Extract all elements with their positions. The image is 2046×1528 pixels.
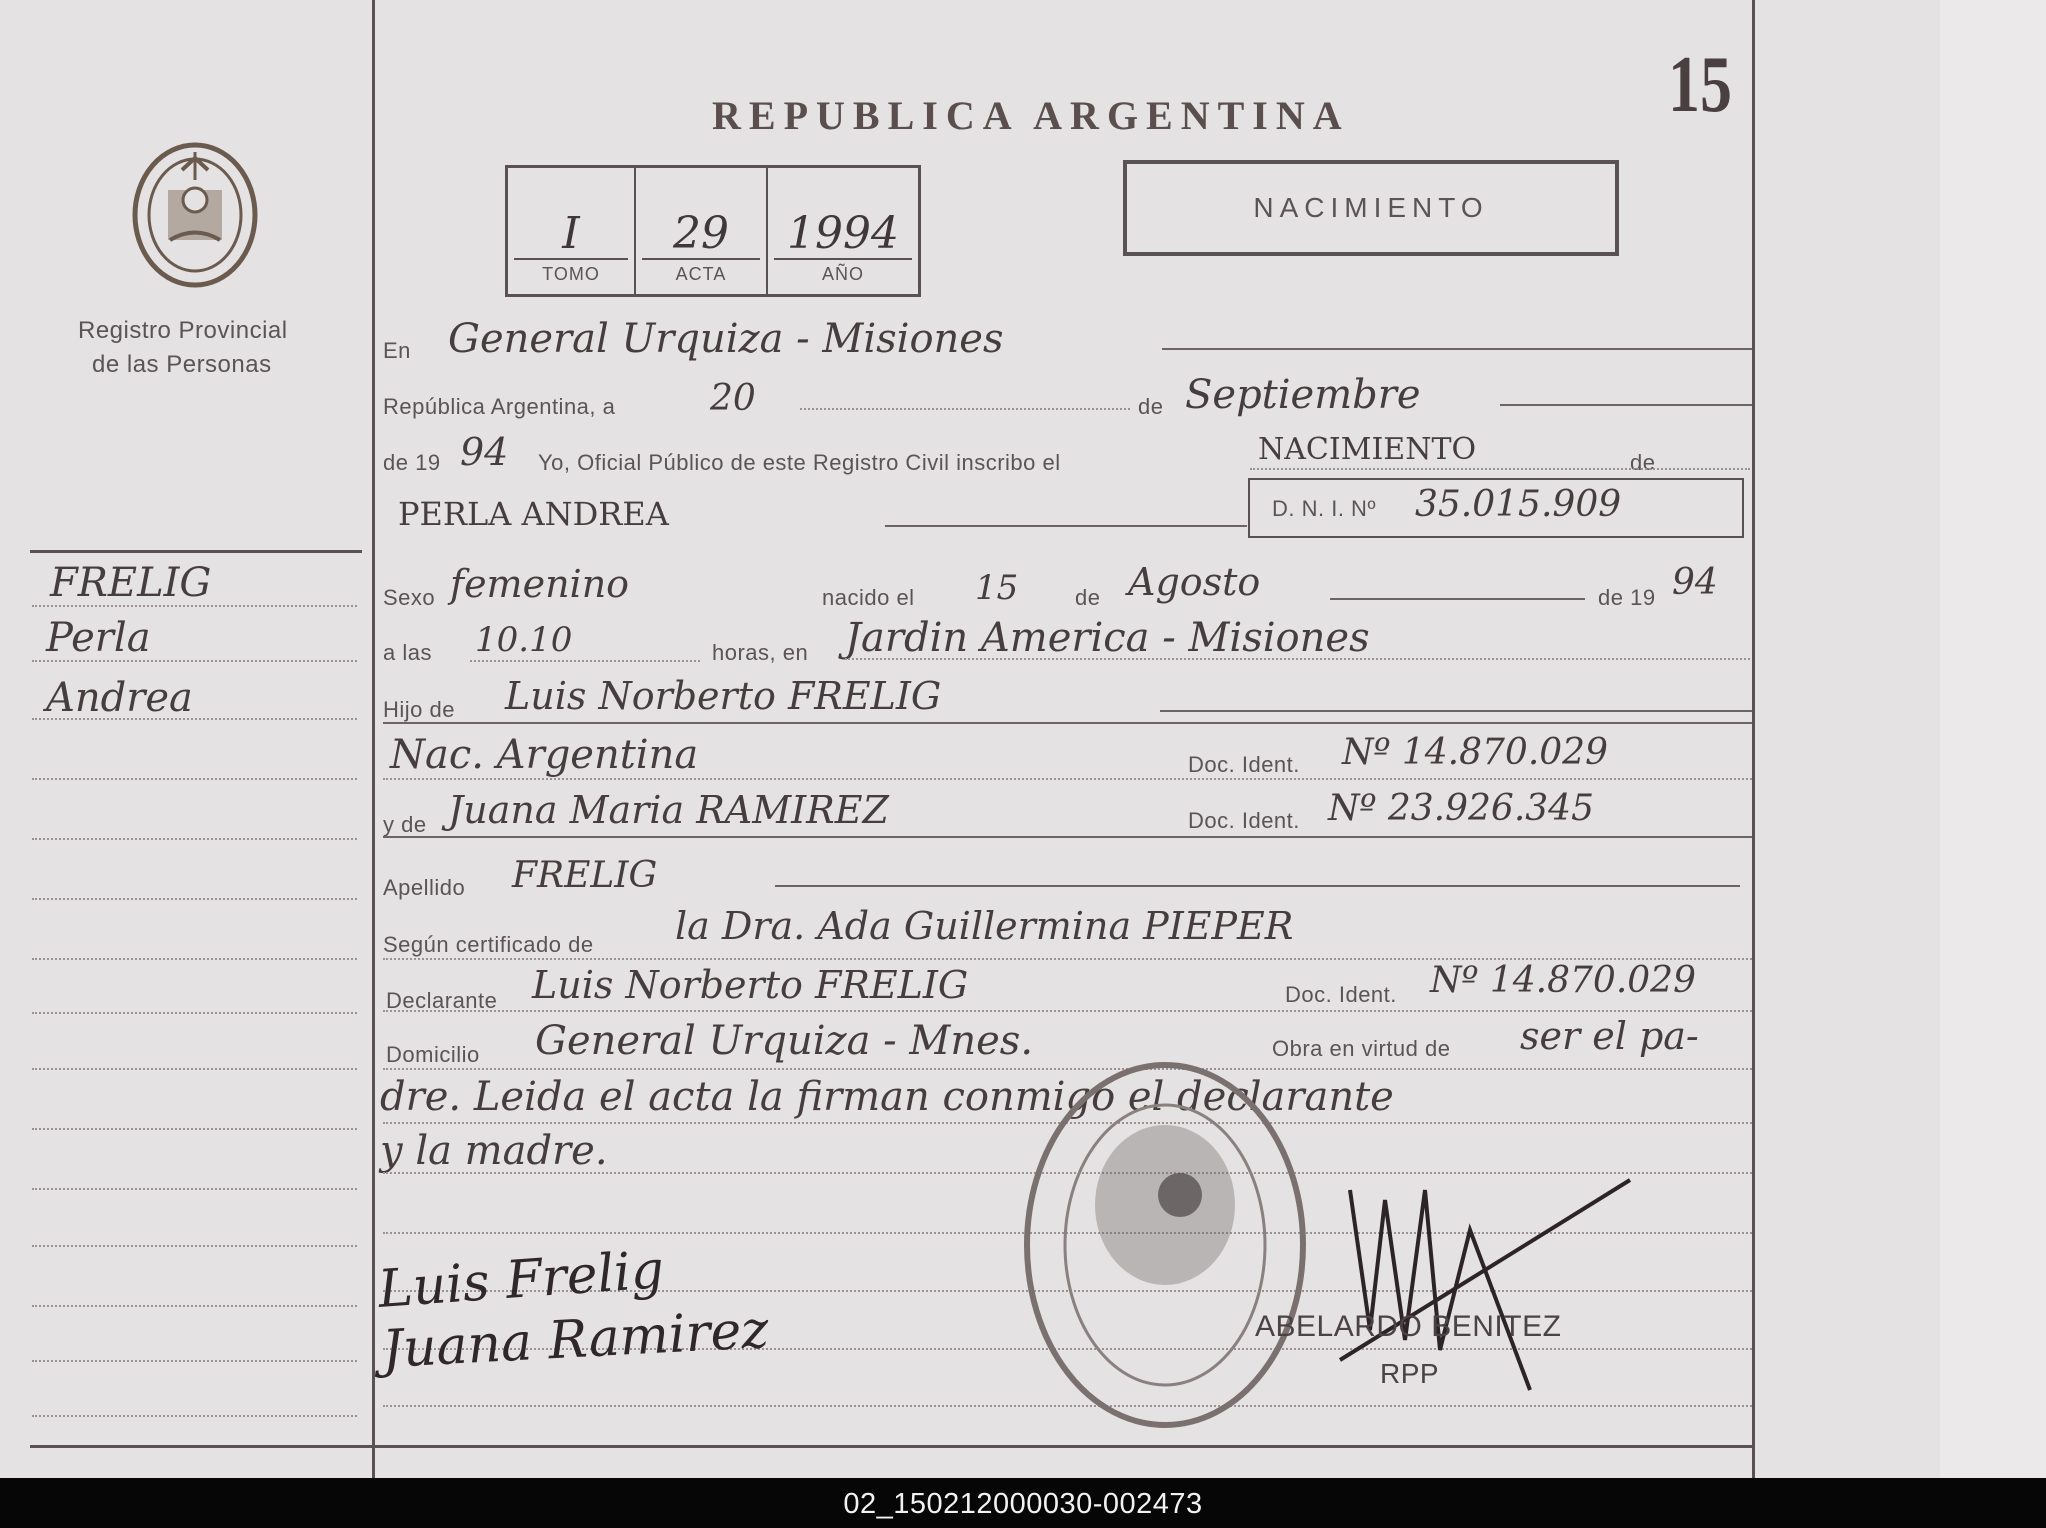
de2-label: de [1630,450,1656,475]
footer-id: 02_150212000030-002473 [843,1488,1203,1520]
obra-line1: ser el pa- [1520,1014,1699,1058]
signature-father: Luis Frelig [376,1240,666,1320]
form-rule [1250,468,1750,470]
form-rule [1160,710,1752,712]
declarante: Luis Norberto FRELIG [532,963,969,1007]
form-rule [885,525,1247,527]
tomo-value: I [562,208,580,259]
sexo: femenino [450,562,630,606]
margin-rule [32,898,357,900]
record-type-box [1123,160,1619,256]
en-label: En [383,338,411,363]
doc-ident2-label: Doc. Ident. [1188,808,1300,833]
birth-year-prefix: de 19 [1598,585,1656,610]
dni-box [1248,478,1744,538]
dni-value: 35.015.909 [1415,484,1622,525]
republica-label: República Argentina, a [383,394,616,419]
hijo-label: Hijo de [383,697,455,722]
child-name: PERLA ANDREA [398,495,669,533]
margin-rule [32,778,357,780]
page-number: 15 [1668,41,1732,129]
form-rule [470,660,700,662]
page-edge [1940,0,2046,1478]
frame-right-border [1752,0,1755,1478]
birth-month: Agosto [1128,560,1261,604]
hora: 10.10 [475,620,573,660]
margin-rule [32,660,357,662]
tomo-label: TOMO [542,264,600,284]
registry-line1: Registro Provincial [78,317,288,344]
birth-year-suffix: 94 [1672,562,1718,603]
month: Septiembre [1185,372,1421,418]
signature-mother: Juana Ramirez [380,1299,770,1381]
apellido-label: Apellido [383,875,466,900]
officer-name: ABELARDO BENITEZ [1255,1310,1562,1343]
acta-value: 29 [673,208,729,259]
horas-label: horas, en [712,640,809,665]
form-rule [800,408,1130,410]
declarante-doc: Nº 14.870.029 [1430,960,1696,1001]
frame-bottom-border [30,1445,1754,1448]
margin-rule [32,1012,357,1014]
officer-title: RPP [1380,1358,1440,1389]
margin-rule [32,1128,357,1130]
mother: Juana Maria RAMIREZ [448,788,889,832]
certificado: la Dra. Ada Guillermina PIEPER [675,904,1294,948]
acta-cell [636,168,768,294]
anio-cell [768,168,918,294]
registry-line2: de las Personas [92,351,272,378]
year-suffix: 94 [460,430,509,474]
form-rule [775,885,1740,887]
margin-rule [32,1245,357,1247]
dni-label: D. N. I. Nº [1272,496,1376,521]
form-rule [1500,404,1752,406]
margin-given1: Perla [46,615,151,661]
margin-rule [32,605,357,607]
margin-surname: FRELIG [50,560,212,606]
obra-line3: y la madre. [380,1128,608,1174]
frame-left-border [372,0,375,1478]
alas-label: a las [383,640,432,665]
nacido-label: nacido el [822,585,915,610]
form-rule [383,722,1752,724]
margin-rule [32,1360,357,1362]
year-prefix: de 19 [383,450,441,475]
mother-doc: Nº 23.926.345 [1328,788,1594,829]
registry-stamp-icon [1015,1045,1315,1435]
scan-footer [0,1478,2046,1528]
domicilio-label: Domicilio [386,1042,480,1067]
margin-rule [32,1415,357,1417]
de-label: de [1138,394,1164,419]
father-nationality: Nac. Argentina [390,732,699,778]
margin-rule [32,1068,357,1070]
form-rule [383,1010,1752,1012]
domicilio: General Urquiza - Mnes. [535,1018,1034,1064]
page-title: REPUBLICA ARGENTINA [712,93,1350,138]
margin-rule [32,958,357,960]
record-type: NACIMIENTO [1253,192,1489,223]
doc-ident-label: Doc. Ident. [1188,752,1300,777]
apellido: FRELIG [512,855,658,896]
left-panel-divider [30,550,362,553]
form-rule [383,836,1752,838]
doc-ident3-label: Doc. Ident. [1285,982,1397,1007]
acta-label: ACTA [675,264,727,284]
obra-label: Obra en virtud de [1272,1036,1451,1061]
anio-value: 1994 [787,208,899,259]
father-doc: Nº 14.870.029 [1342,732,1608,773]
acta-tipo: NACIMIENTO [1258,432,1477,467]
tomo-cell [508,168,636,294]
birth-day: 15 [975,568,1019,608]
misiones-seal-icon [130,140,260,290]
yde-label: y de [383,812,427,837]
form-rule [1330,598,1585,600]
margin-rule [32,718,357,720]
place: General Urquiza - Misiones [448,316,1004,362]
birth-place: Jardin America - Misiones [845,615,1370,661]
declarante-label: Declarante [386,988,498,1013]
anio-label: AÑO [821,264,864,284]
margin-rule [32,1188,357,1190]
sexo-label: Sexo [383,585,436,610]
form-rule [383,778,1752,780]
margin-rule [32,1305,357,1307]
margin-given2: Andrea [46,675,193,721]
yo-text: Yo, Oficial Público de este Registro Civil inscribo el [538,450,1061,475]
day: 20 [710,378,756,419]
obra-line2: dre. Leida el acta la firman conmigo el declarante [380,1074,1394,1120]
form-rule [1162,348,1752,350]
segun-label: Según certificado de [383,932,594,957]
form-rule [845,658,1750,660]
de3-label: de [1075,585,1101,610]
father: Luis Norberto FRELIG [505,674,942,718]
margin-rule [32,838,357,840]
registration-box [505,165,921,297]
